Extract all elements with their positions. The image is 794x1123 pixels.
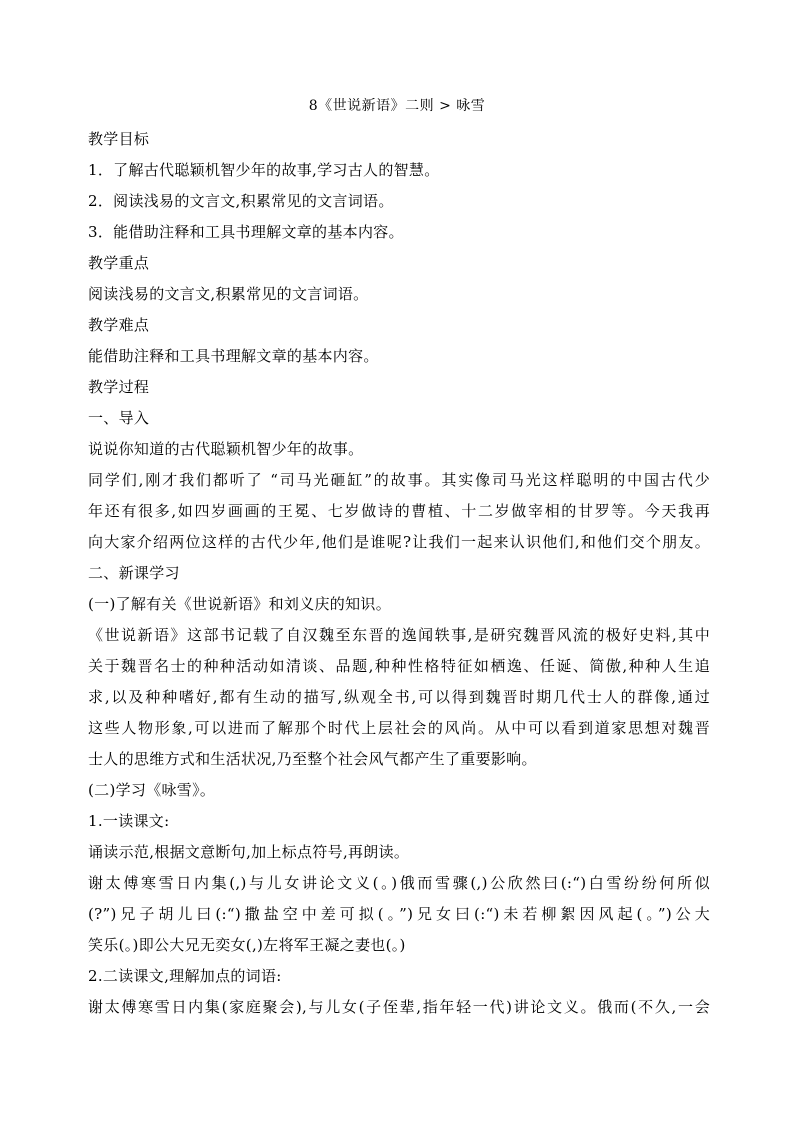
- paragraph-line: 诵读示范,根据文意断句,加上标点符号,再朗读。: [88, 843, 410, 861]
- key-points-text: 阅读浅易的文言文,积累常见的文言词语。: [88, 285, 369, 303]
- objective-item-1: 1．了解古代聪颖机智少年的故事,学习古人的智慧。: [88, 161, 440, 179]
- paragraph-line: 谢太傅寒雪日内集(家庭聚会),与儿女(子侄辈,指年轻一代)讲论文义。俄而(不久,一会: [88, 998, 710, 1016]
- paragraph-line: 同学们,刚才我们都听了 “司马光砸缸”的故事。其实像司马光这样聪明的中国古代少: [88, 471, 710, 489]
- paragraph-line: 向大家介绍两位这样的古代少年,他们是谁呢?让我们一起来认识他们,和他们交个朋友。: [88, 533, 710, 551]
- paragraph-line: 这些人物形象,可以进而了解那个时代上层社会的风尚。从中可以看到道家思想对魏晋: [88, 719, 710, 737]
- paragraph-line: 2.二读课文,理解加点的词语:: [88, 967, 282, 985]
- paragraph-line: 年还有很多,如四岁画画的王冕、七岁做诗的曹植、十二岁做宰相的甘罗等。今天我再: [88, 502, 710, 520]
- paragraph-line: (一)了解有关《世说新语》和刘义庆的知识。: [88, 595, 392, 613]
- paragraph-line: 求,以及种种嗜好,都有生动的描写,纵观全书,可以得到魏晋时期几代士人的群像,通过: [88, 688, 710, 706]
- objective-item-2: 2．阅读浅易的文言文,积累常见的文言词语。: [88, 192, 394, 210]
- section-heading-objectives: 教学目标: [88, 130, 150, 148]
- paragraph-line: (?”)兄子胡儿曰(:“)撒盐空中差可拟(。”)兄女曰(:“)未若柳絮因风起(。”)公大: [88, 905, 710, 923]
- paragraph-line: 关于魏晋名士的种种活动如清谈、品题,种种性格特征如栖逸、任诞、简傲,种种人生追: [88, 657, 710, 675]
- objective-item-3: 3．能借助注释和工具书理解文章的基本内容。: [88, 223, 404, 241]
- section-heading-process: 教学过程: [88, 378, 150, 396]
- subheading-new-lesson: 二、新课学习: [88, 564, 180, 582]
- paragraph-line: 笑乐(。)即公大兄无奕女(,)左将军王凝之妻也(。): [88, 936, 406, 954]
- paragraph-line: (二)学习《咏雪》。: [88, 781, 216, 799]
- paragraph-line: 谢太傅寒雪日内集(,)与儿女讲论文义(。)俄而雪骤(,)公欣然曰(:“)白雪纷纷何所似: [88, 874, 710, 892]
- paragraph-line: 说说你知道的古代聪颖机智少年的故事。: [88, 440, 364, 458]
- paragraph-line: 1.一读课文:: [88, 812, 170, 830]
- paragraph-line: 《世说新语》这部书记载了自汉魏至东晋的逸闻轶事,是研究魏晋风流的极好史料,其中: [88, 626, 710, 644]
- subheading-introduction: 一、导入: [88, 409, 150, 427]
- section-heading-difficulties: 教学难点: [88, 316, 150, 334]
- page-title: 8《世说新语》二则 > 咏雪: [308, 98, 486, 114]
- paragraph-line: 士人的思维方式和生活状况,乃至整个社会风气都产生了重要影响。: [88, 750, 537, 768]
- section-heading-key-points: 教学重点: [88, 254, 150, 272]
- difficulties-text: 能借助注释和工具书理解文章的基本内容。: [88, 347, 379, 365]
- document-body: [88, 124, 710, 1023]
